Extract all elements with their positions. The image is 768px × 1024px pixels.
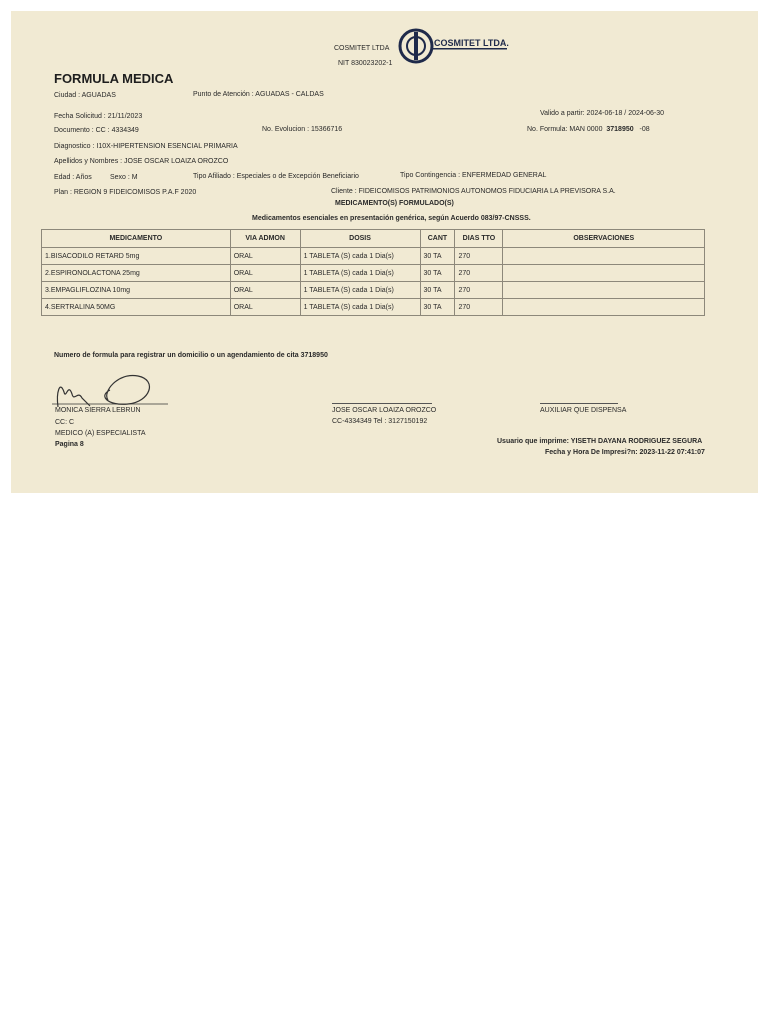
table-row: [42, 282, 705, 299]
logo-text: COSMITET LTDA.: [434, 38, 509, 48]
table-cell: 1 TABLETA (S) cada 1 Dia(s): [300, 248, 420, 265]
client: Cliente : FIDEICOMISOS PATRIMONIOS AUTONOMOS FIDUCIARIA LA PREVISORA S.A.: [331, 188, 616, 195]
table-cell: 30 TA: [420, 265, 455, 282]
table-cell: [503, 282, 705, 299]
diagnosis: Diagnostico : I10X-HIPERTENSION ESENCIAL PRIMARIA: [54, 143, 238, 150]
column-header: DOSIS: [300, 230, 420, 248]
table-cell: 270: [455, 282, 503, 299]
auxiliary-signature-line: [540, 403, 618, 404]
patient-name: Apellidos y Nombres : JOSE OSCAR LOAIZA OROZCO: [54, 158, 229, 165]
doctor-signature-icon: [38, 362, 168, 412]
doctor-role: MEDICO (A) ESPECIALISTA: [55, 430, 146, 437]
column-header: VIA ADMON: [230, 230, 300, 248]
section-subtitle: Medicamentos esenciales en presentación genérica, según Acuerdo 083/97-CNSSS.: [252, 215, 531, 222]
patient-signature-name: JOSE OSCAR LOAIZA OROZCO: [332, 407, 437, 414]
column-header: CANT: [420, 230, 455, 248]
column-header: OBSERVACIONES: [503, 230, 705, 248]
cosmitet-logo-icon: [393, 26, 511, 66]
formula-number: No. Formula: MAN 0000 3718950 -08: [527, 126, 650, 133]
table-cell: [503, 248, 705, 265]
age: Edad : Años: [54, 174, 92, 181]
table-cell: 270: [455, 265, 503, 282]
table-cell: 1 TABLETA (S) cada 1 Dia(s): [300, 282, 420, 299]
table-cell: ORAL: [230, 248, 300, 265]
company-name: COSMITET LTDA: [334, 45, 390, 52]
affiliate-type: Tipo Afiliado : Especiales o de Excepción Beneficiario: [193, 173, 359, 180]
table-cell: [503, 299, 705, 316]
company-nit: NIT 830023202-1: [338, 60, 393, 67]
evolution-number: No. Evolucion : 15366716: [262, 126, 343, 133]
page-title: FORMULA MEDICA: [54, 71, 174, 86]
table-cell: 270: [455, 299, 503, 316]
printed-at: Fecha y Hora De Impresi?n: 2023-11-22 07:41:07: [545, 449, 705, 456]
table-header-row: [42, 230, 705, 248]
table-cell: 30 TA: [420, 299, 455, 316]
patient-signature-line: [332, 403, 432, 404]
doctor-name: MONICA SIERRA LEBRUN: [55, 407, 141, 414]
section-title: MEDICAMENTO(S) FORMULADO(S): [335, 200, 454, 207]
table-cell: 1 TABLETA (S) cada 1 Dia(s): [300, 299, 420, 316]
table-cell: 1 TABLETA (S) cada 1 Dia(s): [300, 265, 420, 282]
valid-range: Valido a partir: 2024-06-18 / 2024-06-30: [540, 110, 665, 117]
table-cell: ORAL: [230, 299, 300, 316]
plan: Plan : REGION 9 FIDEICOMISOS P.A.F 2020: [54, 189, 197, 196]
table-cell: 2.ESPIRONOLACTONA 25mg: [42, 265, 231, 282]
city: Ciudad : AGUADAS: [54, 92, 116, 99]
table-cell: ORAL: [230, 265, 300, 282]
attention-point: Punto de Atención : AGUADAS - CALDAS: [193, 91, 324, 98]
doctor-cc: CC: C: [55, 419, 75, 426]
sex: Sexo : M: [110, 174, 138, 181]
auxiliary-label: AUXILIAR QUE DISPENSA: [540, 407, 627, 414]
contingency-type: Tipo Contingencia : ENFERMEDAD GENERAL: [400, 172, 547, 179]
table-cell: 30 TA: [420, 248, 455, 265]
table-cell: 4.SERTRALINA 50MG: [42, 299, 231, 316]
table-cell: [503, 265, 705, 282]
column-header: MEDICAMENTO: [42, 230, 231, 248]
table-cell: 3.EMPAGLIFLOZINA 10mg: [42, 282, 231, 299]
table-row: [42, 265, 705, 282]
medications-table: [41, 229, 705, 316]
request-date: Fecha Solicitud : 21/11/2023: [54, 113, 143, 120]
table-cell: 270: [455, 248, 503, 265]
page-number: Pagina 8: [55, 441, 84, 448]
patient-id-phone: CC-4334349 Tel : 3127150192: [332, 418, 428, 425]
table-row: [42, 299, 705, 316]
table-cell: ORAL: [230, 282, 300, 299]
formula-note: Numero de formula para registrar un domicilio o un agendamiento de cita 3718950: [54, 352, 328, 359]
document-id: Documento : CC : 4334349: [54, 127, 139, 134]
column-header: DIAS TTO: [455, 230, 503, 248]
table-cell: 30 TA: [420, 282, 455, 299]
table-row: [42, 248, 705, 265]
table-cell: 1.BISACODILO RETARD 5mg: [42, 248, 231, 265]
printed-by: Usuario que imprime: YISETH DAYANA RODRIGUEZ SEGURA: [497, 438, 703, 445]
